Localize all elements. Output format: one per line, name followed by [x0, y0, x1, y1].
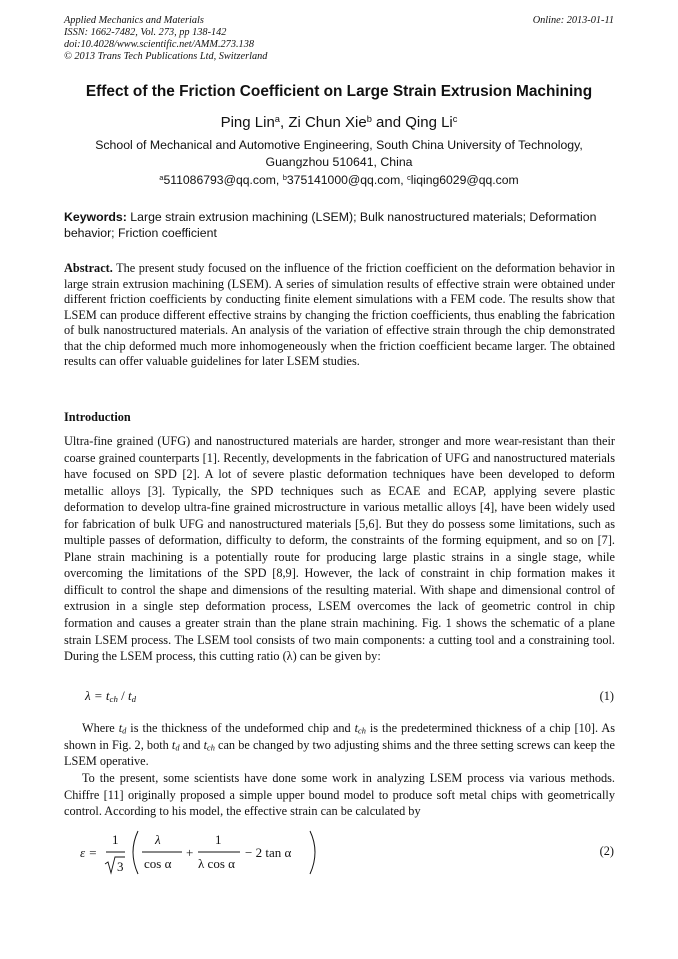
eq1-sub: d	[131, 693, 137, 704]
text-run: is the thickness of the undeformed chip and	[126, 721, 355, 735]
equation-2	[78, 826, 338, 880]
author-emails	[0, 173, 678, 187]
text-run: Where	[82, 721, 119, 735]
eq2-tan-term: − 2 tan α	[245, 845, 292, 860]
author-separator: ,	[279, 114, 289, 131]
eq1-lhs: λ =	[85, 688, 106, 703]
email-marker: c	[407, 172, 411, 182]
eq2-cos: cos α	[144, 856, 172, 871]
email-address: 375141000@qq.com,	[286, 173, 408, 187]
eq2-sqrt-arg: 3	[117, 859, 124, 874]
var-subscript: d	[175, 743, 180, 753]
intro-paragraph-2	[64, 720, 615, 770]
text-run: can be changed by two adjusting shims and the three setting screws can keep the LSEM operative.	[64, 737, 615, 768]
eq2-one: 1	[215, 832, 222, 847]
eq2-lhs: ε =	[80, 845, 98, 860]
author-marker: a	[274, 113, 280, 124]
equation-number: (1)	[599, 689, 614, 703]
paper-title: Effect of the Friction Coefficient on Large Strain Extrusion Machining	[85, 83, 593, 100]
eq1-var: t	[128, 688, 132, 703]
eq2-one: 1	[112, 832, 119, 847]
online-date: Online: 2013-01-11	[532, 15, 614, 26]
affiliation	[80, 137, 598, 171]
doi-line: doi:10.4028/www.scientific.net/AMM.273.138	[64, 39, 254, 50]
keywords	[64, 209, 616, 241]
section-heading-introduction: Introduction	[64, 410, 131, 424]
journal-header	[64, 15, 267, 63]
abstract	[64, 261, 615, 370]
author-marker: b	[366, 113, 372, 124]
eq2-left-paren	[133, 831, 138, 874]
eq2-plus: +	[186, 845, 194, 860]
email-address: liqing6029@qq.com	[410, 173, 519, 187]
eq2-lambda-cos: λ cos α	[198, 856, 235, 871]
eq1-slash: /	[117, 688, 128, 703]
author-list	[0, 114, 678, 131]
email-address: 511086793@qq.com,	[163, 173, 283, 187]
equation-number: (2)	[599, 844, 614, 858]
var-subscript: d	[122, 726, 127, 736]
journal-name: Applied Mechanics and Materials	[64, 15, 204, 26]
eq1-sub: ch	[109, 693, 118, 704]
keywords-text: Large strain extrusion machining (LSEM); Bulk nanostructured materials; Deformation behavior; Friction coefficient	[64, 210, 597, 240]
var-subscript: ch	[206, 743, 215, 753]
abstract-text: The present study focused on the influence of the friction coefficient on the deformation behavior in large strain extrusion machining (LSEM). A series of simulation results of effective strain were obtained under different friction coefficients by conducting finite element simulations with a FEM code. The results show that LSEM can produce different effective strains by changing the friction coefficients, thus enabling the fabrication of bulk nanostructured materials. An analysis of the variation of effective strain through the chip demonstrated that the chip deformed much more inhomogeneously when the friction coefficient became larger. The obtained results can offer valuable guidelines for later LSEM studies.	[64, 261, 615, 368]
abstract-label: Abstract.	[64, 261, 113, 275]
var-letter: t	[354, 721, 359, 735]
eq2-lambda: λ	[155, 832, 161, 847]
author-separator: and	[371, 114, 406, 131]
author-name: Zi Chun Xie	[288, 114, 367, 131]
affiliation-line: School of Mechanical and Automotive Engineering, South China University of Technology,	[95, 138, 583, 152]
intro-paragraph-1: Ultra-fine grained (UFG) and nanostructured materials are harder, stronger and more wear-resistant than their coarse grained counterparts [1]. Recently, developments in the fabrication of UFG and nanostructured materials have focused on SPD [2]. A lot of severe plastic deformation techniques have been developed to deform metallic alloys [3]. Typically, the SPD techniques such as ECAE and ECAP, applying severe plastic deformation to develop ultra-fine grained microstructure in various metallic alloys [4], have been widely used for fabrication of bulk UFG and nanostructured materials [5,6]. But they do possess some limitations, such as multiple passes of deformation, difficulty to deform, the constraints of the forming equipment, and so on [7]. Plane strain machining is a potentially route for producing large plastic strains in a single stage, while overcoming the limitations of the SPD [8,9]. However, the lack of constraint in chip formation makes it difficult to control the shape and dimensions of the resulting material. With shape and dimensional control of extrusion in a single step deformation process, LSEM overcomes the lack of geometric control in chip formation and causes a greater strain than the plane strain machining. Fig. 1 shows the schematic of a plane strain LSEM process. The LSEM tool consists of two main components: a cutting tool and a constraining tool. During the LSEM process, this cutting ratio (λ) can be given by:	[64, 434, 615, 664]
var-letter: t	[118, 721, 123, 735]
eq2-right-paren	[310, 831, 315, 874]
equation-1	[85, 688, 136, 704]
affiliation-line: Guangzhou 510641, China	[265, 155, 413, 169]
email-marker: b	[282, 172, 287, 182]
var-td	[172, 738, 180, 752]
var-subscript: ch	[358, 726, 366, 736]
intro-paragraph-3: To the present, some scientists have done some work in analyzing LSEM process via various methods. Chiffre [11] originally proposed a simple upper bound model to produce soft metal chips with geometrically control. According to his model, the effective strain can be calculated by	[64, 771, 615, 818]
var-letter: t	[203, 737, 207, 752]
author-marker: c	[452, 113, 458, 124]
var-letter: t	[171, 737, 176, 752]
copyright-line: © 2013 Trans Tech Publications Ltd, Switzerland	[64, 51, 268, 62]
text-run: is the predetermined thickness of a chip [10]. As shown in Fig. 2, both	[64, 721, 616, 752]
keywords-label: Keywords:	[64, 210, 127, 224]
eq1-var: t	[105, 688, 110, 703]
text-run: and	[179, 737, 204, 752]
issn-line: ISSN: 1662-7482, Vol. 273, pp 138-142	[64, 27, 227, 38]
var-tch	[204, 738, 215, 752]
author-name: Qing Li	[405, 114, 453, 131]
var-tch	[355, 721, 366, 735]
email-marker: a	[159, 172, 164, 182]
author-name: Ping Lin	[220, 114, 275, 131]
